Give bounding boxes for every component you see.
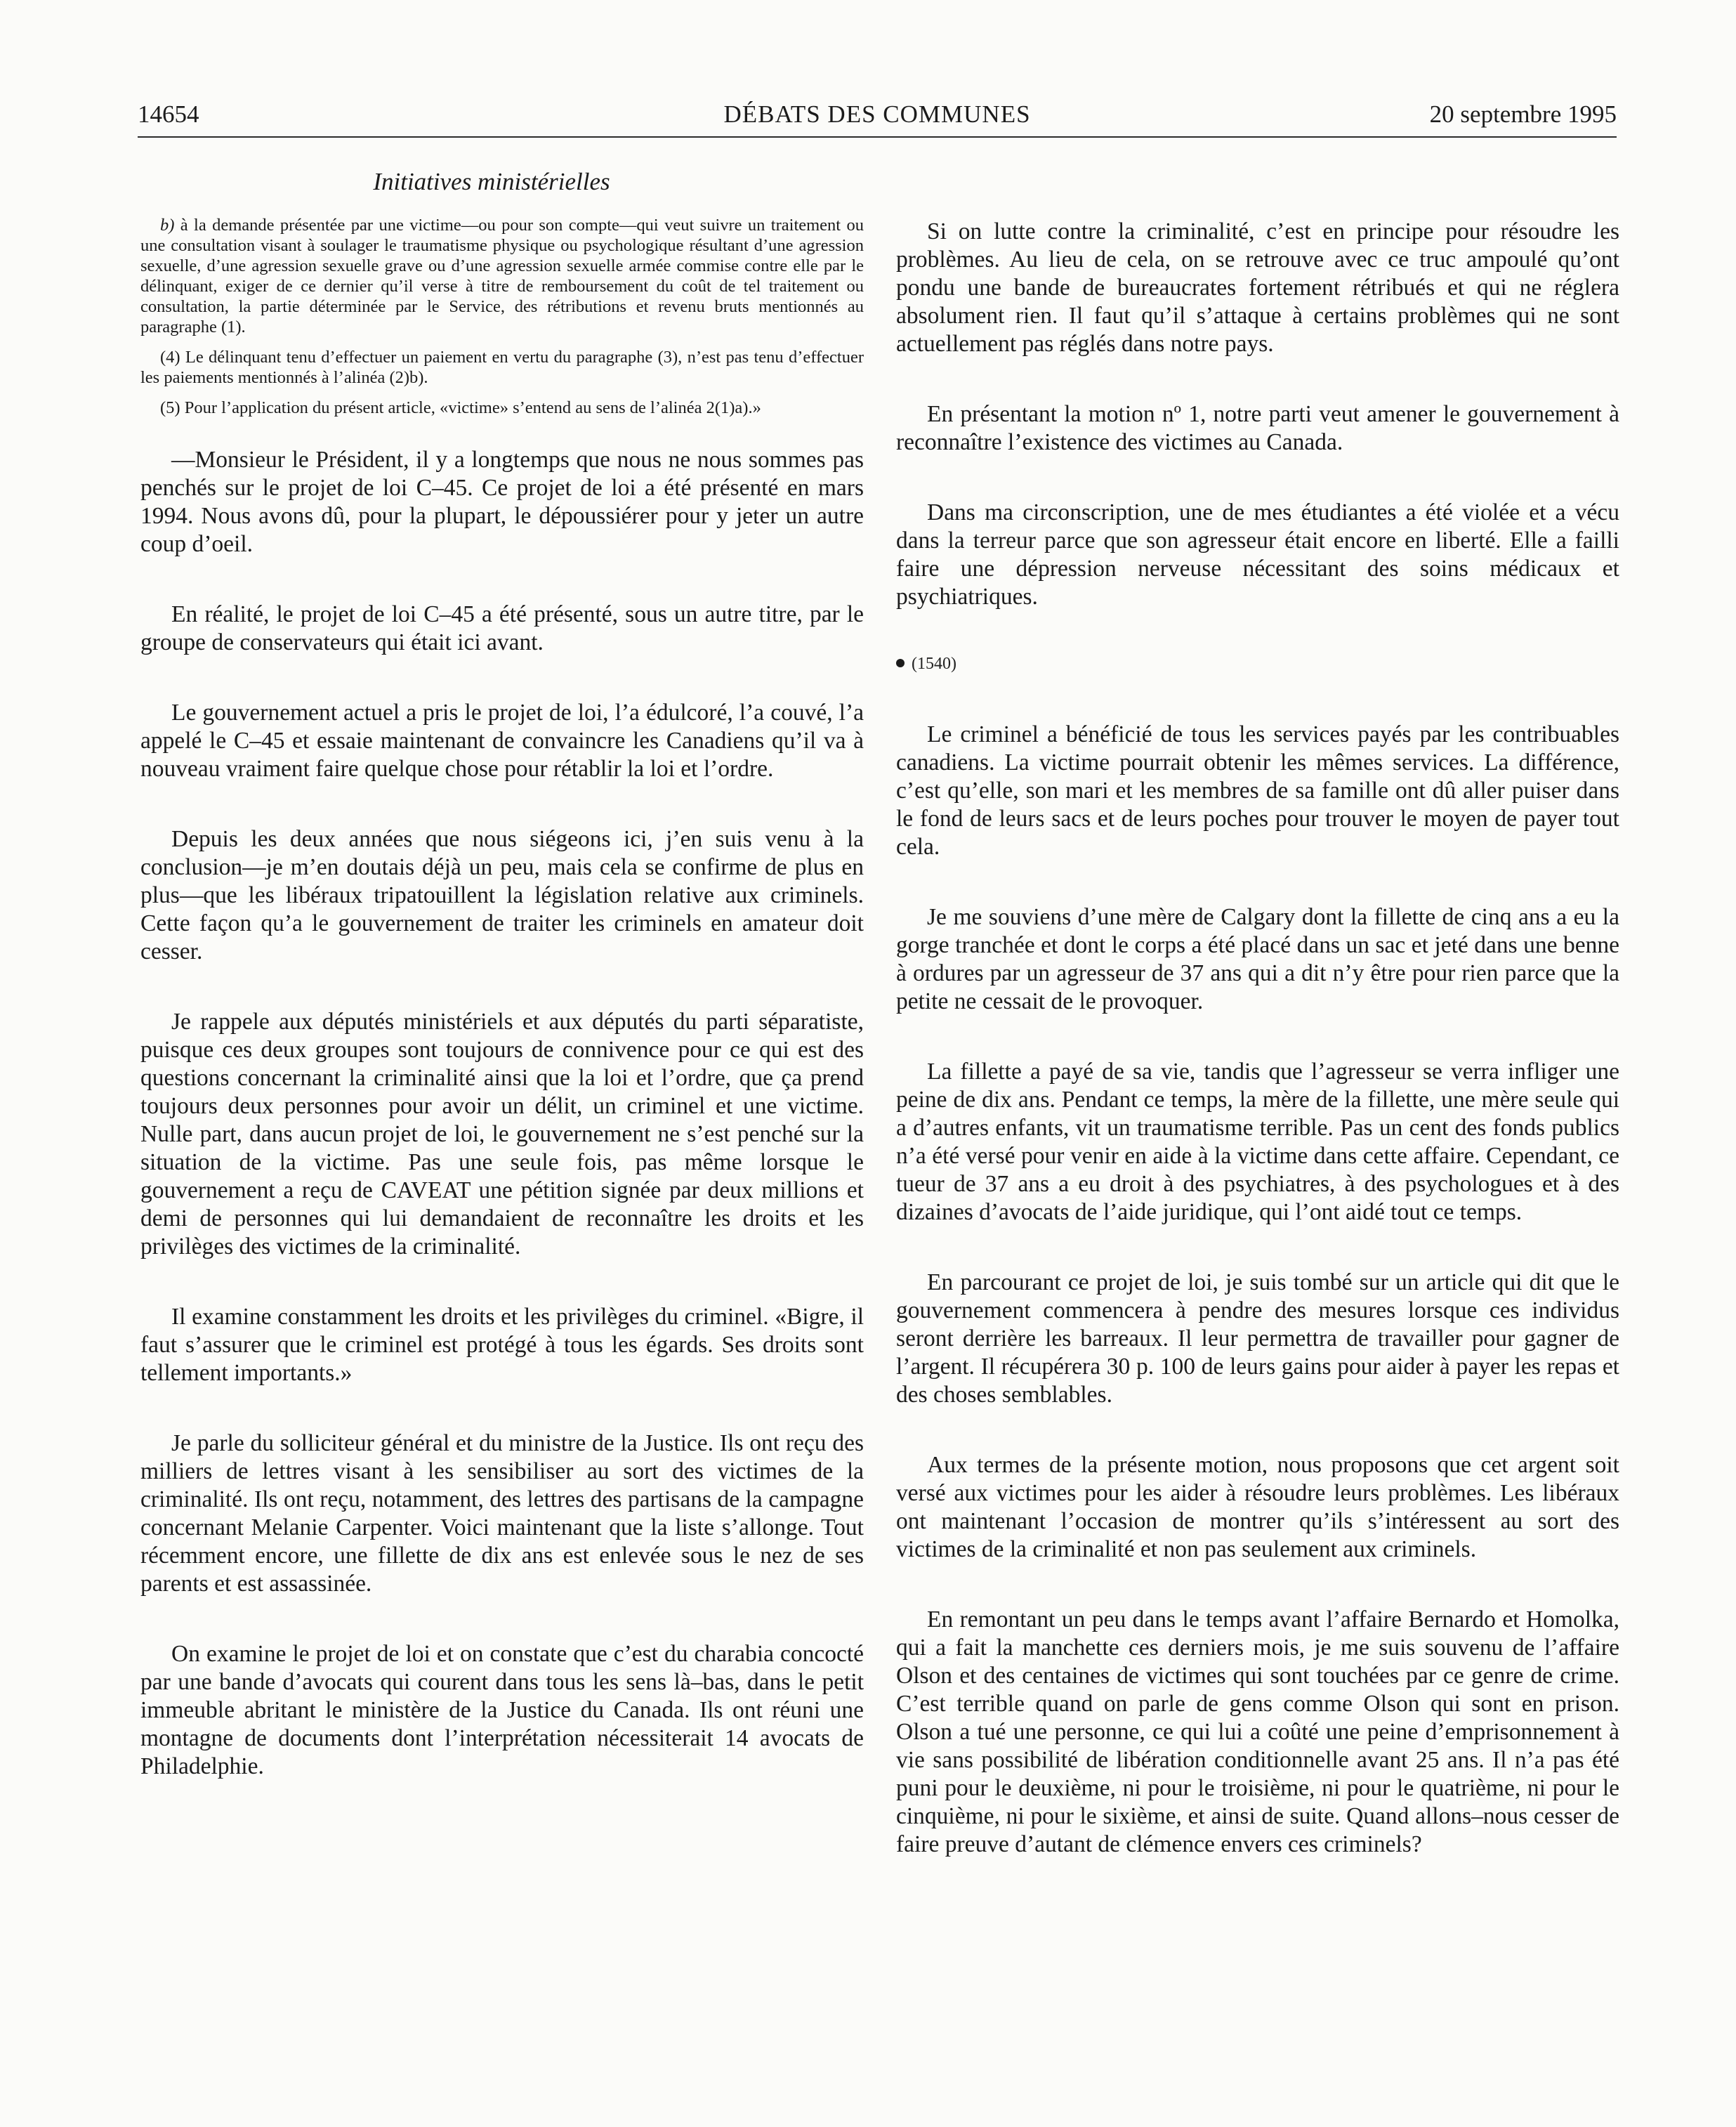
body-paragraph: Le gouvernement actuel a pris le projet de loi, l’a édulcoré, l’a couvé, l’a appelé le C–45 et essaie maintenant de convaincre les Canadiens qu’il va à nouveau vraiment faire quelque chose pour rétablir la loi et l’ordre. [140, 700, 864, 782]
header-rule [138, 136, 1617, 138]
quoted-clause [140, 215, 864, 337]
body-paragraph: Dans ma circonscription, une de mes étudiantes a été violée et a vécu dans la terreur parce que son agresseur était encore en liberté. Elle a failli faire une dépression nerveuse nécessitant des soins médicaux et psychiatriques. [896, 499, 1619, 610]
body-paragraph: Depuis les deux années que nous siégeons ici, j’en suis venu à la conclusion—je m’en doutais déjà un peu, mais cela se confirme de plus en plus—que les libéraux tripatouillent la législation relative aux criminels. Cette façon qu’a le gouvernement de traiter les criminels en amateur doit cesser. [140, 826, 864, 964]
body-paragraph: Je parle du solliciteur général et du ministre de la Justice. Ils ont reçu des milliers de lettres visant à les sensibiliser au sort des victimes de la criminalité. Ils ont reçu, notamment, des lettres des partisans de la campagne concernant Melanie Carpenter. Voici maintenant que la liste s’allonge. Tout récemment encore, une fillette de dix ans est enlevée sous le nez de ses parents et est assassinée. [140, 1430, 864, 1597]
quoted-clause: (4) Le délinquant tenu d’effectuer un paiement en vertu du paragraphe (3), n’est pas tenu d’effectuer les paiements mentionnés à l’alinéa (2)b). [140, 348, 864, 387]
time-marker [896, 653, 1619, 674]
body-paragraph: On examine le projet de loi et on constate que c’est du charabia concocté par une bande d’avocats qui courent dans tous les sens là–bas, dans le petit immeuble abritant le ministère de la Justice du Canada. Ils ont réuni une montagne de documents dont l’interprétation nécessiterait 14 avocats de Philadelphie. [140, 1641, 864, 1779]
page-number: 14654 [138, 100, 199, 128]
left-column [140, 215, 864, 1823]
quoted-clauses [140, 215, 864, 418]
body-paragraph: Si on lutte contre la criminalité, c’est en principe pour résoudre les problèmes. Au lieu de cela, on se retrouve avec ce truc ampoulé qu’ont pondu une bande de bureaucrates fortement rétribués et qui ne réglera absolument rien. Il faut qu’il s’attaque à certains problèmes qui ne sont actuellement pas réglés dans notre pays. [896, 218, 1619, 357]
quoted-clause: (5) Pour l’application du présent article, «victime» s’entend au sens de l’alinéa 2(1)a).» [160, 398, 761, 417]
bullet-icon [896, 659, 905, 667]
body-paragraph: —Monsieur le Président, il y a longtemps que nous ne nous sommes pas penchés sur le projet de loi C–45. Ce projet de loi a été présenté en mars 1994. Nous avons dû, pour la plupart, le dépoussiérer pour y jeter un autre coup d’oeil. [140, 447, 864, 557]
body-paragraph: En présentant la motion nº 1, notre parti veut amener le gouvernement à reconnaître l’existence des victimes au Canada. [896, 401, 1619, 455]
time-marker-text: (1540) [912, 655, 956, 673]
clause-prefix: b) [160, 216, 175, 235]
body-paragraph: Il examine constamment les droits et les privilèges du criminel. «Bigre, il faut s’assurer que le criminel est protégé à tous les égards. Ses droits sont tellement importants.» [140, 1304, 864, 1386]
right-column [896, 215, 1619, 1901]
body-paragraph: Je rappele aux députés ministériels et aux députés du parti séparatiste, puisque ces deux groupes sont toujours de connivence pour ce qui est des questions concernant la criminalité ainsi que la loi et l’ordre, que ça prend toujours deux personnes pour avoir un délit, un criminel et une victime. Nulle part, dans aucun projet de loi, le gouvernement ne s’est penché sur la situation de la victime. Pas une seule fois, pas même lorsque le gouvernement a reçu de CAVEAT une pétition signée par deux millions et demi de personnes qui lui demandaient de reconnaître les droits et les privilèges des victimes de la criminalité. [140, 1009, 864, 1259]
body-paragraph: Aux termes de la présente motion, nous proposons que cet argent soit versé aux victimes pour les aider à résoudre leurs problèmes. Les libéraux ont maintenant l’occasion de montrer qu’ils s’intéressent au sort des victimes de la criminalité et non pas seulement aux criminels. [896, 1452, 1619, 1562]
clause-text: à la demande présentée par une victime—ou pour son compte—qui veut suivre un traitement ou une consultation visant à soulager le traumatisme physique ou psychologique résultant d’une agression sexuelle, d’une agression sexuelle grave ou d’une agression sexuelle armée commise contre elle par le délinquant, exiger de ce dernier qu’il verse à titre de remboursement du coût de tel traitement ou consultation, la partie déterminée par le Service, des rétributions et revenu bruts mentionnés au paragraphe (1). [140, 216, 864, 336]
header-date: 20 septembre 1995 [1429, 100, 1617, 128]
body-paragraph: Le criminel a bénéficié de tous les services payés par les contribuables canadiens. La victime pourrait obtenir les mêmes services. La différence, c’est qu’elle, son mari et les membres de sa famille ont dû aller puiser dans le fond de leurs sacs et de leurs poches pour trouver le moyen de payer tout cela. [896, 721, 1619, 860]
page-header [138, 93, 1617, 136]
journal-title: DÉBATS DES COMMUNES [723, 100, 1031, 128]
body-paragraph: Je me souviens d’une mère de Calgary dont la fillette de cinq ans a eu la gorge tranchée et dont le corps a été placé dans un sac et jeté dans une benne à ordures par un agresseur de 37 ans qui a dit n’y être pour rien parce que la petite ne cessait de le provoquer. [896, 904, 1619, 1014]
section-title: Initiatives ministérielles [373, 168, 610, 195]
body-paragraph: La fillette a payé de sa vie, tandis que l’agresseur se verra infliger une peine de dix ans. Pendant ce temps, la mère de la fillette, une mère seule qui a d’autres enfants, vit un traumatisme terrible. Pas un cent des fonds publics n’a été versé pour venir en aide à la victime dans cette affaire. Cependant, ce tueur de 37 ans a eu droit à des psychiatres, à des psychologues et à des dizaines d’avocats de l’aide juridique, qui l’ont aidé tout ce temps. [896, 1059, 1619, 1225]
body-paragraph: En parcourant ce projet de loi, je suis tombé sur un article qui dit que le gouvernement commencera à pendre des mesures lorsque ces individus seront derrière les barreaux. Il leur permettra de travailler pour gagner de l’argent. Il récupérera 30 p. 100 de leurs gains pour aider à payer les repas et des choses semblables. [896, 1269, 1619, 1408]
body-paragraph: En remontant un peu dans le temps avant l’affaire Bernardo et Homolka, qui a fait la manchette ces derniers mois, je me suis souvenu de l’affaire Olson et des centaines de victimes qui sont touchées par ce genre de crime. C’est terrible quand on parle de gens comme Olson qui sont en prison. Olson a tué une personne, ce qui lui a coûté une peine d’emprisonnement à vie sans possibilité de libération conditionnelle avant 25 ans. Il n’a pas été puni pour le deuxième, ni pour le troisième, ni pour le quatrième, ni pour le cinquième, ni pour le sixième, et ainsi de suite. Quand allons–nous cesser de faire preuve d’autant de clémence envers ces criminels? [896, 1606, 1619, 1857]
body-paragraph: En réalité, le projet de loi C–45 a été présenté, sous un autre titre, par le groupe de conservateurs qui était ici avant. [140, 601, 864, 655]
